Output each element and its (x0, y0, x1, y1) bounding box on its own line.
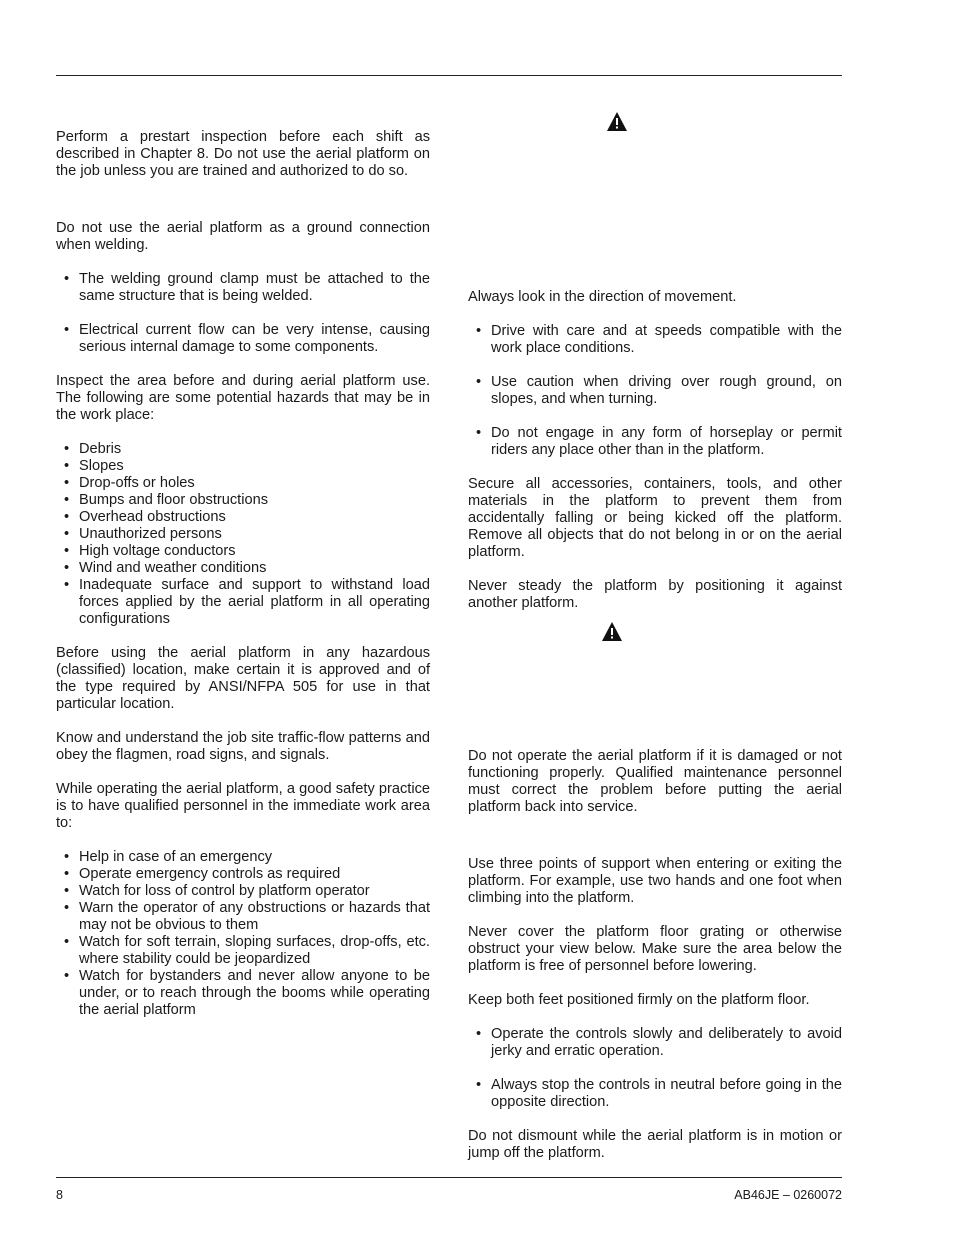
list-item: • Always stop the controls in neutral before going in the opposite direction. (468, 1077, 842, 1111)
three-points-paragraph: Use three points of support when entering or exiting the platform. For example, use two hands and one foot when climbing into the platform. (468, 856, 842, 906)
driving-list (468, 323, 842, 459)
list-item: • Wind and weather conditions (56, 560, 430, 577)
list-item: • Warn the operator of any obstructions or hazards that may not be obvious to them (56, 900, 430, 934)
list-item: • Do not engage in any form of horseplay or permit riders any place other than in the platform. (468, 425, 842, 459)
welding-paragraph: Do not use the aerial platform as a ground connection when welding. (56, 220, 430, 253)
list-item: • Debris (56, 441, 430, 458)
list-item: • Overhead obstructions (56, 509, 430, 526)
right-column-bottom (468, 748, 842, 1162)
hazardous-location-paragraph: Before using the aerial platform in any hazardous (classified) location, make certain it is approved and of the type required by ANSI/NFPA 505 for use in that particular location. (56, 645, 430, 712)
list-item: • Unauthorized persons (56, 526, 430, 543)
right-column-top (468, 289, 842, 612)
list-item: • Drop-offs or holes (56, 475, 430, 492)
list-item: • Watch for loss of control by platform operator (56, 883, 430, 900)
dismount-paragraph: Do not dismount while the aerial platform is in motion or jump off the platform. (468, 1128, 842, 1161)
personnel-paragraph: While operating the aerial platform, a good safety practice is to have qualified personnel in the immediate work area to: (56, 781, 430, 831)
list-item: • Use caution when driving over rough ground, on slopes, and when turning. (468, 374, 842, 408)
list-item: • Slopes (56, 458, 430, 475)
traffic-paragraph: Know and understand the job site traffic-flow patterns and obey the flagmen, road signs, and signals. (56, 730, 430, 763)
list-item: • Electrical current flow can be very intense, causing serious internal damage to some components. (56, 322, 430, 356)
warning-triangle-icon (601, 621, 623, 643)
list-item: • Help in case of an emergency (56, 849, 430, 866)
inspect-paragraph: Inspect the area before and during aerial platform use. The following are some potential hazards that may be in the work place: (56, 373, 430, 423)
list-item: • Bumps and floor obstructions (56, 492, 430, 509)
steady-paragraph: Never steady the platform by positioning it against another platform. (468, 578, 842, 611)
look-paragraph: Always look in the direction of movement. (468, 289, 737, 305)
list-item: • Drive with care and at speeds compatible with the work place conditions. (468, 323, 842, 357)
list-item: • Watch for soft terrain, sloping surfaces, drop-offs, etc. where stability could be jeopardized (56, 934, 430, 968)
document-code: AB46JE – 0260072 (734, 1188, 842, 1202)
grating-paragraph: Never cover the platform floor grating or otherwise obstruct your view below. Make sure the area below the platform is free of personnel before lowering. (468, 924, 842, 974)
welding-list (56, 271, 430, 356)
list-item: • Operate emergency controls as required (56, 866, 430, 883)
personnel-list (56, 849, 430, 1019)
controls-list (468, 1026, 842, 1111)
footer-rule (56, 1177, 842, 1178)
header-rule (56, 75, 842, 76)
left-column (56, 129, 430, 1019)
prestart-paragraph: Perform a prestart inspection before each shift as described in Chapter 8. Do not use the aerial platform on the job unless you are trained and authorized to do so. (56, 129, 430, 179)
list-item: • The welding ground clamp must be attached to the same structure that is being welded. (56, 271, 430, 305)
warning-triangle-icon (606, 111, 628, 133)
list-item: • Operate the controls slowly and deliberately to avoid jerky and erratic operation. (468, 1026, 842, 1060)
list-item: • High voltage conductors (56, 543, 430, 560)
damaged-paragraph: Do not operate the aerial platform if it is damaged or not functioning properly. Qualified maintenance personnel must correct the problem before putting the aerial platform back into service. (468, 748, 842, 815)
list-item: • Inadequate surface and support to withstand load forces applied by the aerial platform in all operating configurations (56, 577, 430, 628)
hazard-list (56, 441, 430, 628)
secure-paragraph: Secure all accessories, containers, tools, and other materials in the platform to prevent them from accidentally falling or being kicked off the platform. Remove all objects that do not belong in or on the aerial platform. (468, 476, 842, 560)
page-number: 8 (56, 1188, 63, 1202)
feet-paragraph: Keep both feet positioned firmly on the platform floor. (468, 992, 810, 1008)
list-item: • Watch for bystanders and never allow anyone to be under, or to reach through the booms while operating the aerial platform (56, 968, 430, 1019)
